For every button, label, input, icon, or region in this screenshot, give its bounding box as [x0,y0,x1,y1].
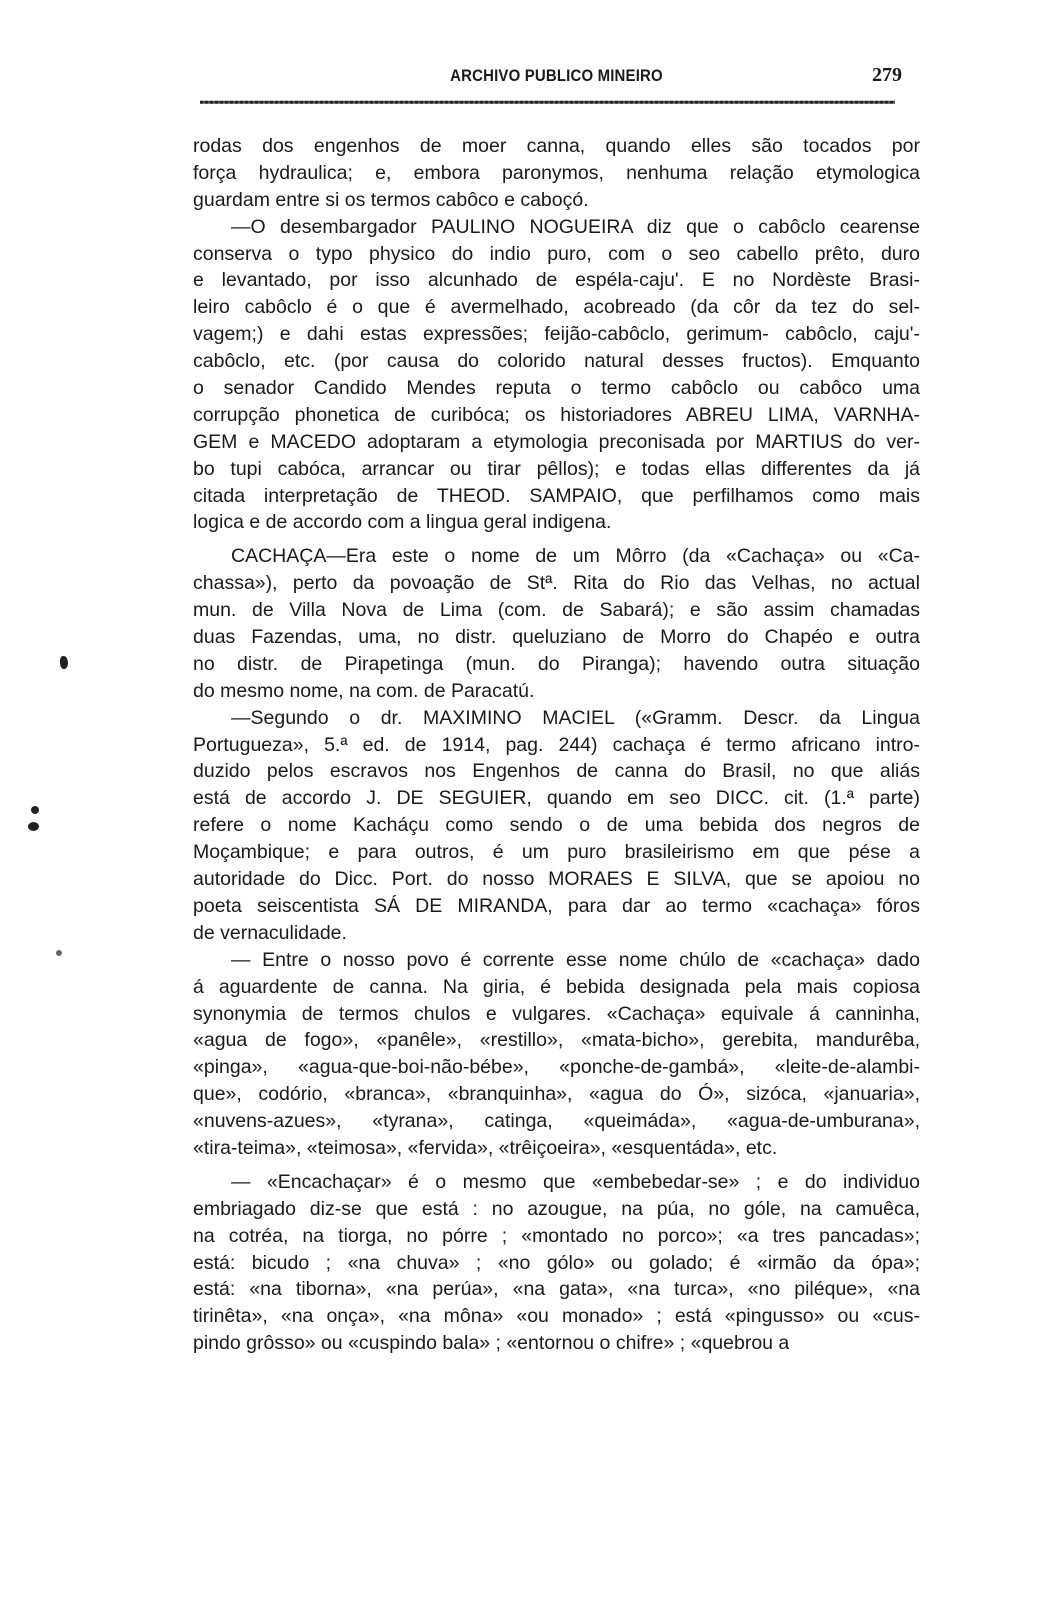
text-line: GEM e MACEDO adoptaram a etymologia preconisada por MARTIUS do ver- [193,430,920,453]
text-line: autoridade do Dicc. Port. do nosso MORAES E SILVA, que se apoiou no [193,868,920,891]
paragraph-gap [193,536,920,543]
text-line: e levantado, por isso alcunhado de espéla-caju'. E no Nordèste Brasi- [193,269,920,292]
text-line: «agua de fogo», «panêle», «restillo», «mata-bicho», gerebita, mandurêba, [193,1029,920,1052]
paragraph [193,133,920,214]
text-line: poeta seiscentista SÁ DE MIRANDA, para dar ao termo «cachaça» fóros [193,894,920,917]
text-line: que», codório, «branca», «branquinha», «agua do Ó», sizóca, «januaria», [193,1083,920,1106]
text-line: está de accordo J. DE SEGUIER, quando em seo DICC. cit. (1.ª parte) [193,787,920,810]
text-line: está: «na tiborna», «na perúa», «na gata», «na turca», «no piléque», «na [193,1278,920,1301]
text-line: Moçambique; e para outros, é um puro brasileirismo em que pése a [193,841,920,864]
text-line: mun. de Villa Nova de Lima (com. de Sabará); e são assim chamadas [193,599,920,622]
paragraph [193,543,920,704]
paragraph [193,214,920,537]
text-line: cabôclo, etc. (por causa do colorido natural desses fructos). Emquanto [193,350,920,373]
text-line: synonymia de termos chulos e vulgares. «Cachaça» equivale á canninha, [193,1002,920,1025]
text-line: leiro cabôclo é o que é avermelhado, acobreado (da côr da tez do sel- [193,296,920,319]
text-line: do mesmo nome, na com. de Paracatú. [193,679,535,702]
text-line: está: bicudo ; «na chuva» ; «no gólo» ou golado; é «irmão da ópa»; [193,1251,920,1274]
header-rule [200,99,895,105]
text-line: na cotréa, na tiorga, no pórre ; «montado no porco»; «a tres pancadas»; [193,1224,920,1247]
text-line: embriagado diz-se que está : no azougue, na púa, no góle, na camuêca, [193,1197,920,1220]
text-line: tirinêta», «na onça», «na môna» «ou monado» ; está «pingusso» ou «cus- [193,1305,920,1328]
text-line: —Segundo o dr. MAXIMINO MACIEL («Gramm. Descr. da Lingua [231,706,920,729]
text-line: pindo grôsso» ou «cuspindo bala» ; «entornou o chifre» ; «quebrou a [193,1332,790,1355]
text-line: guardam entre si os termos cabôco e caboçó. [193,188,589,211]
text-line: CACHAÇA—Era este o nome de um Môrro (da «Cachaça» ou «Ca- [231,545,920,568]
text-line: duas Fazendas, uma, no distr. queluziano de Morro do Chapéo e outra [193,626,920,649]
text-line: vagem;) e dahi estas expressões; feijão-cabôclo, gerimum- cabôclo, caju'- [193,323,920,346]
text-line: logica e de accordo com a lingua geral indigena. [193,511,612,534]
text-line: no distr. de Pirapetinga (mun. do Piranga); havendo outra situação [193,652,920,675]
text-line: Portugueza», 5.ª ed. de 1914, pag. 244) cachaça é termo africano intro- [193,733,920,756]
text-line: «nuvens-azues», «tyrana», catinga, «queimáda», «agua-de-umburana», [193,1110,920,1133]
text-line: conserva o typo physico do indio puro, com o seo cabello prêto, duro [193,242,920,265]
text-line: «pinga», «agua-que-boi-não-bébe», «ponche-de-gambá», «leite-de-alambi- [193,1056,920,1079]
text-line: rodas dos engenhos de moer canna, quando elles são tocados por [193,135,920,157]
text-line: —O desembargador PAULINO NOGUEIRA diz que o cabôclo cearense [231,215,920,238]
text-line: bo tupi cabóca, arrancar ou tirar pêllos); e todas ellas differentes da já [193,457,920,480]
text-line: chassa»), perto da povoação de Stª. Rita do Rio das Velhas, no actual [193,572,920,595]
page-header [193,66,920,96]
text-line: citada interpretação de THEOD. SAMPAIO, que perfilhamos como mais [193,484,920,507]
text-line: «tira-teima», «teimosa», «fervida», «trêiçoeira», «esquentáda», etc. [193,1136,778,1159]
text-column [193,133,920,1357]
margin-ink-spot [31,806,39,814]
text-line: á aguardente de canna. Na giria, é bebida designada pela mais copiosa [193,975,920,998]
margin-ink-spot [60,656,68,669]
paragraph [193,947,920,1162]
margin-ink-spot [56,950,62,956]
paragraph [193,1169,920,1357]
text-line: — «Encachaçar» é o mesmo que «embebedar-se» ; e do individuo [231,1170,920,1193]
paragraph-gap [193,1162,920,1169]
running-title: ARCHIVO PUBLICO MINEIRO [450,66,663,85]
margin-ink-spot [28,822,39,831]
text-line: — Entre o nosso povo é corrente esse nome chúlo de «cachaça» dado [231,948,920,971]
text-line: corrupção phonetica de curibóca; os historiadores ABREU LIMA, VARNHA- [193,403,920,426]
text-line: refere o nome Kacháçu como sendo o de uma bebida dos negros de [193,814,920,837]
text-line: o senador Candido Mendes reputa o termo cabôclo ou cabôco uma [193,377,920,400]
text-line: força hydraulica; e, embora paronymos, nenhuma relação etymologica [193,161,920,184]
paragraph [193,705,920,947]
text-line: duzido pelos escravos nos Engenhos de canna do Brasil, no que aliás [193,760,920,783]
page-number: 279 [872,64,902,86]
text-line: de vernaculidade. [193,921,347,944]
